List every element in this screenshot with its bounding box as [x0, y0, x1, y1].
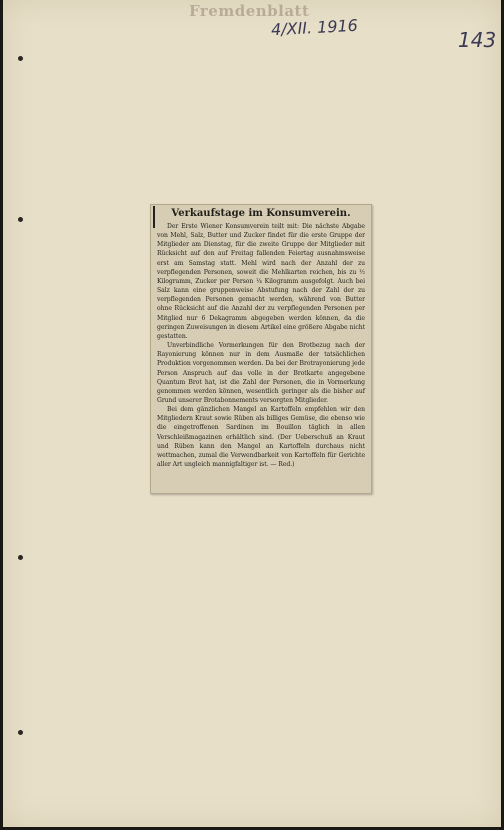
newspaper-clipping — [150, 204, 372, 494]
article-paragraph: Der Erste Wiener Konsumverein teilt mit: Die nächste Abgabe von Mehl, Salz, Butter und Zucker findet für die erste Gruppe der Mitglieder am Dienstag, für die zweite Gruppe der Mitglieder mit Rücksicht auf den auf Freitag fallenden Feiertag ausnahmsweise erst am Samstag statt. Mehl wird nach der Anzahl der zu verpflegenden Personen, soweit die Mehlkarten reichen, bis zu ½ Kilogramm, Zucker per Person ¼ Kilogramm ausgefolgt. Auch bei Salz kann eine gruppenweise Abstufung nach der Zahl der zu verpflegenden Personen gemacht werden, während von Butter ohne Rücksicht auf die Anzahl der zu verpflegenden Personen per Mitglied nur 6 Dekagramm abgegeben werden können, da die geringen Zuweisungen in diesem Artikel eine größere Abgabe nicht gestatten. — [157, 223, 365, 340]
handwritten-page-number: 143 — [458, 28, 497, 52]
handwritten-date: 4/XII. 1916 — [270, 15, 359, 40]
punch-hole — [18, 555, 23, 560]
newspaper-stamp: Fremdenblatt — [189, 2, 310, 20]
article-body — [157, 222, 365, 469]
article-paragraph: Bei dem gänzlichen Mangel an Kartoffeln empfehlen wir den Mitgliedern Kraut sowie Rüben als billiges Gemüse, die ebenso wie die eingetroffenen Sardinen im Bouillon täglich in allen Verschleißmagazinen erhältlich sind. (Der Ueberschuß an Kraut und Rüben kann den Mangel an Kartoffeln durchaus nicht wettmachen, zumal die Verwendbarkeit von Kartoffeln für Gerichte aller Art ungleich mannigfaltiger ist. — Red.) — [157, 406, 365, 469]
article-paragraph: Unverbindliche Vormerkungen für den Brotbezug nach der Rayonierung können nur in dem Ausmaße der tatsächlichen Produktion vorgenommen werden. Da bei der Brotrayonierung jede Person Anspruch auf das volle in der Brotkarte angegebene Quantum Brot hat, ist die Zahl der Personen, die in Vormerkung genommen werden können, wesentlich geringer als die bisher auf Grund unserer Brotabonnements versorgten Mitglieder. — [157, 342, 365, 404]
punch-hole — [18, 217, 23, 222]
punch-hole — [18, 56, 23, 61]
clipping-marker-bar — [153, 206, 155, 228]
article-title: Verkaufstage im Konsumverein. — [171, 208, 351, 219]
punch-hole — [18, 730, 23, 735]
